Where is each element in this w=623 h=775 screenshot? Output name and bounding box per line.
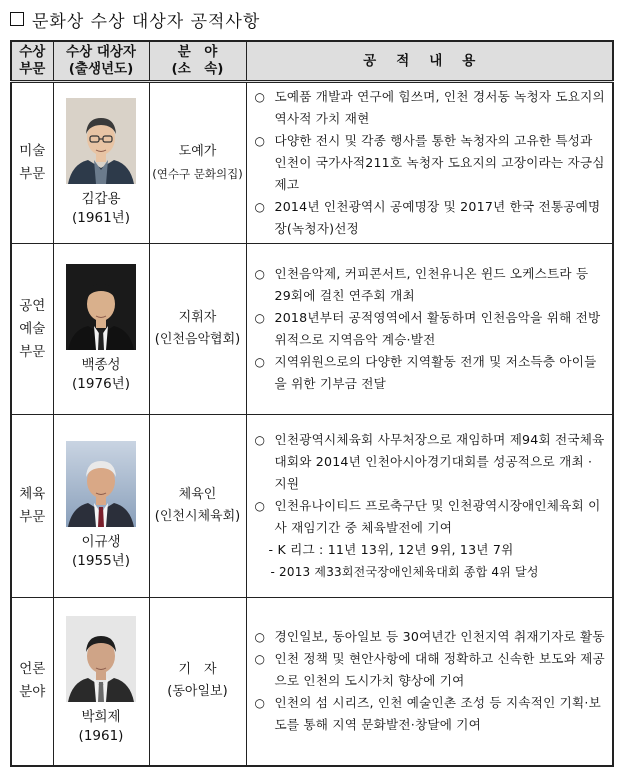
portrait-photo — [66, 441, 136, 527]
achievement-cell — [246, 598, 613, 766]
circle-bullet-icon: ○ — [254, 499, 266, 513]
circle-bullet-icon: ○ — [254, 355, 266, 369]
achievement-text: 2018년부터 공적영역에서 활동하며 인천음악을 위해 전방위적으로 지역음악 계승·발전 — [274, 310, 601, 347]
header-row — [11, 41, 613, 82]
person-name: 백종성 — [81, 357, 121, 373]
achievement-item — [255, 86, 608, 130]
achievement-item — [255, 130, 608, 196]
achievement-text: 2014년 인천광역시 공예명장 및 2017년 한국 전통공예명장(녹청자)선정 — [274, 199, 601, 236]
achievement-item — [255, 196, 608, 240]
field-cell — [149, 598, 246, 766]
person-cell — [53, 82, 149, 244]
category-label: 언론 — [19, 661, 46, 678]
portrait-photo — [66, 98, 136, 184]
person-name: 김갑용 — [81, 191, 121, 207]
field-name: 체육인 — [178, 487, 217, 502]
achievement-cell — [246, 82, 613, 244]
affiliation: (인천음악협회) — [154, 332, 241, 347]
person-name: 이규생 — [81, 534, 121, 550]
header-category — [11, 41, 53, 82]
category-label: 예술 — [19, 320, 46, 337]
birth-year: (1961) — [78, 728, 124, 745]
circle-bullet-icon: ○ — [254, 433, 266, 447]
achievement-text: 인천 정책 및 현안사항에 대해 정확하고 신속한 보도와 제공으로 인천의 도시가치 향상에 기여 — [274, 651, 605, 689]
field-cell — [149, 415, 246, 598]
achievement-item — [255, 351, 608, 395]
circle-bullet-icon: ○ — [254, 200, 266, 214]
circle-bullet-icon: ○ — [254, 90, 266, 104]
header-person-line2: (출생년도) — [68, 61, 134, 77]
circle-bullet-icon: ○ — [254, 630, 266, 645]
person-cell — [53, 244, 149, 415]
person-name: 박희제 — [81, 709, 121, 726]
achievement-cell — [246, 244, 613, 415]
circle-bullet-icon: ○ — [254, 134, 266, 148]
field-name: 지휘자 — [178, 310, 217, 325]
person-cell — [53, 415, 149, 598]
achievement-item — [255, 495, 608, 539]
circle-bullet-icon: ○ — [254, 652, 266, 667]
birth-year: (1976년) — [72, 376, 130, 392]
header-field-line1: 분 야 — [177, 44, 218, 60]
achievement-item — [255, 626, 608, 648]
category-label: 부문 — [19, 343, 46, 360]
category-label: 부문 — [19, 509, 46, 525]
circle-bullet-icon: ○ — [254, 311, 266, 325]
achievement-subitem: - K 리그 : 11년 13위, 12년 9위, 13년 7위 — [268, 542, 514, 557]
achievement-text: 인천음악제, 커피콘서트, 인천유니온 윈드 오케스트라 등 29회에 걸친 연주회 개최 — [274, 266, 589, 303]
category-cell — [11, 415, 53, 598]
page-title — [10, 6, 260, 32]
table-row — [11, 415, 613, 598]
header-field — [149, 41, 246, 82]
achievement-item — [255, 692, 608, 736]
category-cell — [11, 82, 53, 244]
header-person — [53, 41, 149, 82]
header-category-line1: 수상 — [19, 44, 46, 60]
birth-year: (1955년) — [72, 553, 130, 569]
circle-bullet-icon: ○ — [254, 696, 266, 711]
header-person-line1: 수상 대상자 — [66, 44, 136, 60]
achievement-text: 지역위원으로의 다양한 지역활동 전개 및 저소득층 아이들을 위한 기부금 전달 — [274, 354, 597, 391]
awards-table — [10, 40, 614, 767]
field-cell — [149, 244, 246, 415]
category-cell — [11, 244, 53, 415]
achievement-cell — [246, 415, 613, 598]
affiliation: (인천시체육회) — [154, 509, 241, 524]
header-field-line2: (소 속) — [171, 61, 224, 77]
achievement-text: 인천광역시체육회 사무처장으로 재임하며 제94회 전국체육대회와 2014년 인천아시아경기대회를 성공적으로 개최 · 지원 — [274, 432, 605, 491]
achievement-subitem: - 2013 제33회전국장애인체육대회 종합 4위 달성 — [270, 565, 539, 579]
category-cell — [11, 598, 53, 766]
achievement-item — [255, 429, 608, 495]
header-content: 공적내용 — [246, 41, 613, 82]
achievement-item — [255, 648, 608, 692]
page-title-text: 문화상 수상 대상자 공적사항 — [32, 11, 261, 32]
portrait-photo — [66, 616, 136, 702]
achievement-text: 경인일보, 동아일보 등 30여년간 인천지역 취재기자로 활동 — [274, 629, 605, 645]
category-label: 미술 — [19, 143, 46, 159]
field-name: 기 자 — [178, 662, 217, 678]
achievement-item — [255, 263, 608, 307]
achievement-text: 도예품 개발과 연구에 힘쓰며, 인천 경서동 녹청자 도요지의 역사적 가치 재현 — [274, 89, 605, 126]
category-label: 분야 — [19, 684, 46, 701]
header-category-line2: 부문 — [19, 61, 46, 77]
achievement-text: 인천유나이티드 프로축구단 및 인천광역시장애인체육회 이사 재임기간 중 체육발전에 기여 — [274, 498, 601, 535]
circle-bullet-icon: ○ — [254, 267, 266, 281]
birth-year: (1961년) — [72, 210, 130, 226]
achievement-text: 다양한 전시 및 각종 행사를 통한 녹청자의 고유한 특성과 인천이 국가사적211호 녹청자 도요지의 고장이라는 자긍심 제고 — [274, 133, 605, 192]
table-row — [11, 598, 613, 766]
category-label: 부문 — [19, 166, 46, 182]
table-row — [11, 82, 613, 244]
achievement-item — [255, 307, 608, 351]
category-label: 공연 — [19, 297, 46, 314]
field-name: 도예가 — [178, 144, 217, 159]
field-cell — [149, 82, 246, 244]
affiliation: (동아일보) — [167, 684, 228, 700]
checkbox-square-icon — [10, 12, 24, 26]
category-label: 체육 — [19, 486, 46, 502]
person-cell — [53, 598, 149, 766]
table-row — [11, 244, 613, 415]
affiliation: (연수구 문화의집) — [152, 167, 243, 181]
portrait-photo — [66, 264, 136, 350]
achievement-text: 인천의 섬 시리즈, 인천 예술인촌 조성 등 지속적인 기획·보도를 통해 지역 문화발전·창달에 기여 — [274, 695, 601, 733]
